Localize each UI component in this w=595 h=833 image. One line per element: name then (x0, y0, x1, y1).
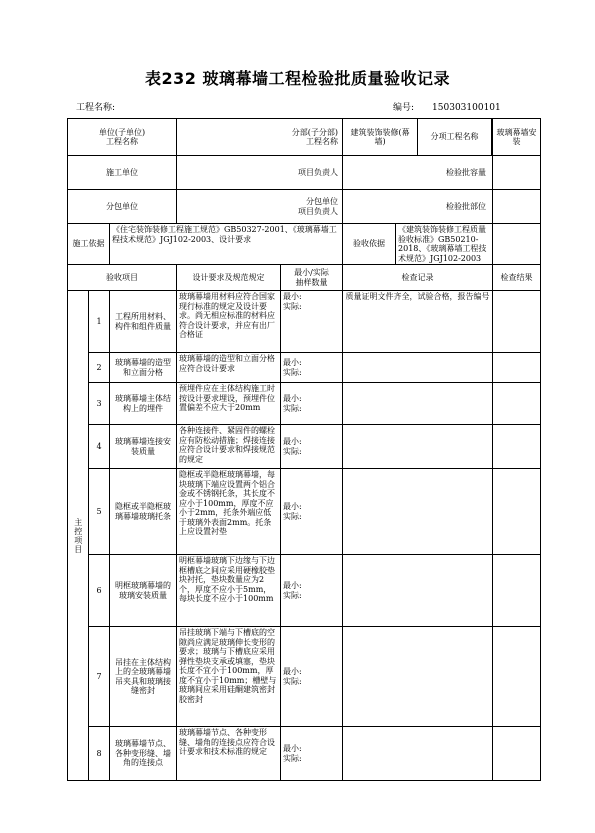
sub-division-value: 建筑装饰装修(幕墙) (343, 119, 418, 155)
row-requirement: 预埋件应在主体结构施工时按设计要求埋设，预埋件位置偏差不应大于20mm (177, 383, 281, 425)
row-record (343, 627, 493, 727)
page-title: 表232 玻璃幕墙工程检验批质量验收记录 (145, 69, 450, 88)
item-project-value: 玻璃幕墙安装 (493, 119, 541, 156)
row-record (343, 383, 493, 425)
construction-basis-value: 《住宅装饰装修工程施工规范》GB50327-2001、《玻璃幕墙工程技术规范》JGJ102-2003、设计要求 (110, 224, 343, 265)
acceptance-basis-label: 验收依据 (343, 224, 396, 264)
row-result (493, 291, 541, 353)
row-item: 玻璃幕墙主体结构上的埋件 (110, 383, 177, 425)
row-requirement: 玻璃幕墙节点、各种变形缝、墙角的连接点应符合设计要求和技术标准的规定 (177, 727, 281, 781)
row-requirement: 明框幕墙玻璃下边缘与下边框槽底之间应采用硬橡胶垫块衬托，垫块数量应为2个，厚度不应小于5mm，每块长度不应小于100mm (177, 555, 281, 627)
acceptance-basis-value-overflow (493, 224, 541, 265)
row-result (493, 353, 541, 383)
row-result (493, 425, 541, 469)
actual-label: 实际: (283, 511, 302, 521)
column-inspection-result: 检查结果 (493, 265, 541, 291)
serial-number (393, 100, 501, 113)
min-label: 最小: (283, 667, 302, 676)
group-label: 主控项目 (73, 517, 83, 554)
min-label: 最小: (283, 437, 302, 446)
row-item: 工程所用材料、构件和组件质量 (110, 291, 177, 353)
column-inspection-record: 检查记录 (343, 265, 493, 291)
column-design-requirements: 设计要求及规范规定 (177, 265, 281, 291)
table-row (68, 383, 541, 425)
row-number: 6 (89, 555, 110, 627)
row-number: 3 (89, 383, 110, 425)
min-label: 最小: (283, 358, 302, 367)
row-item: 玻璃幕墙的造型和立面分格 (110, 353, 177, 383)
row-samples (281, 383, 343, 425)
row-requirement: 各种连接件、紧固件的螺栓应有防松动措施；焊接连接应符合设计要求和焊接规范的规定 (177, 425, 281, 469)
row-result (493, 727, 541, 781)
column-acceptance-items: 验收项目 (68, 265, 177, 291)
row-requirement: 玻璃幕墙的造型和立面分格应符合设计要求 (177, 353, 281, 383)
table-row (68, 425, 541, 469)
serial-value: 150303100101 (432, 103, 501, 113)
actual-label: 实际: (283, 301, 302, 311)
min-label: 最小: (283, 744, 302, 753)
row-requirement: 吊挂玻璃下端与下槽底的空隙尚应满足玻璃伸长变形的要求；玻璃与下槽底应采用弹性垫块支承或填塞，垫块长度不宜小于100mm，厚度不宜小于10mm；槽壁与玻璃间应采用硅酮建筑密封胶密封 (177, 627, 281, 727)
table-row (68, 727, 541, 781)
batch-location-label: 检验批部位 (343, 190, 493, 224)
row-requirement: 隐框或半隐框玻璃幕墙，每块玻璃下端应设置两个铝合金或不锈钢托条，其长度不应小于100mm，厚度不应小于2mm，托条外端应低于玻璃外表面2mm。托条上应设置衬垫 (177, 469, 281, 555)
row-record (343, 555, 493, 627)
row-samples (281, 627, 343, 727)
row-record (343, 727, 493, 781)
subcontract-manager-label: 分包单位 项目负责人 (177, 190, 343, 224)
row-item: 玻璃幕墙连接安装质量 (110, 425, 177, 469)
min-label: 最小: (283, 581, 302, 590)
row-result (493, 383, 541, 425)
row-number: 2 (89, 353, 110, 383)
project-name-label: 工程名称: (76, 103, 116, 113)
row-item: 吊挂在主体结构上的全玻璃幕墙吊夹具和玻璃接缝密封 (110, 627, 177, 727)
row-samples (281, 425, 343, 469)
row-number: 7 (89, 627, 110, 727)
table-row (68, 555, 541, 627)
row-item: 隐框或半隐框玻璃幕墙玻璃托条 (110, 469, 177, 555)
row-result (493, 555, 541, 627)
min-label: 最小: (283, 292, 302, 301)
row-record: 质量证明文件齐全，试验合格，报告编号 (343, 291, 493, 353)
header-row-construction (68, 156, 541, 190)
row-result (493, 627, 541, 727)
row-result (493, 469, 541, 555)
acceptance-record-table (67, 118, 541, 781)
row-samples (281, 727, 343, 781)
sub-division-label: 分部(子分部) 工程名称 (177, 119, 343, 156)
row-number: 5 (89, 469, 110, 555)
min-label: 最小: (283, 502, 302, 511)
actual-label: 实际: (283, 367, 302, 377)
construction-unit-label: 施工单位 (68, 156, 177, 190)
project-manager-label: 项目负责人 (177, 156, 343, 190)
batch-capacity-value (493, 156, 541, 190)
item-project-label: 分项工程名称 (418, 119, 492, 155)
subcontract-unit-label: 分包单位 (68, 190, 177, 224)
row-number: 1 (89, 291, 110, 353)
column-min-actual-samples: 最小/实际 抽样数量 (281, 265, 343, 291)
unit-project-name-label: 单位(子单位) 工程名称 (68, 119, 177, 156)
row-number: 4 (89, 425, 110, 469)
table-row (68, 627, 541, 727)
row-requirement: 玻璃幕墙用材料应符合国家现行标准的规定及设计要求。尚无相应标准的材料应符合设计要求，并应有出厂合格证 (177, 291, 281, 353)
serial-label: 编号: (393, 103, 415, 113)
column-header-row (68, 265, 541, 291)
row-record (343, 469, 493, 555)
acceptance-basis-value: 《建筑装饰装修工程质量验收标准》GB50210-2018、《玻璃幕墙工程技术规范》JGJ102-2003 (398, 225, 487, 263)
group-label-cell (68, 291, 89, 781)
header-row-subcontract (68, 190, 541, 224)
row-samples (281, 555, 343, 627)
row-samples (281, 469, 343, 555)
row-number: 8 (89, 727, 110, 781)
row-samples (281, 353, 343, 383)
table-row (68, 469, 541, 555)
batch-location-value (493, 190, 541, 224)
row-record (343, 353, 493, 383)
row-item: 玻璃幕墙节点、各种变形缝、墙角的连接点 (110, 727, 177, 781)
row-samples (281, 291, 343, 353)
actual-label: 实际: (283, 676, 302, 686)
actual-label: 实际: (283, 753, 302, 763)
actual-label: 实际: (283, 446, 302, 456)
header-row-unit (68, 119, 541, 156)
min-label: 最小: (283, 394, 302, 403)
table-row (68, 291, 541, 353)
header-row-basis (68, 224, 541, 265)
table-row (68, 353, 541, 383)
row-item: 明框玻璃幕墙的玻璃安装质量 (110, 555, 177, 627)
construction-basis-label: 施工依据 (68, 224, 110, 265)
actual-label: 实际: (283, 403, 302, 413)
actual-label: 实际: (283, 590, 302, 600)
row-record (343, 425, 493, 469)
batch-capacity-label: 检验批容量 (343, 156, 493, 190)
